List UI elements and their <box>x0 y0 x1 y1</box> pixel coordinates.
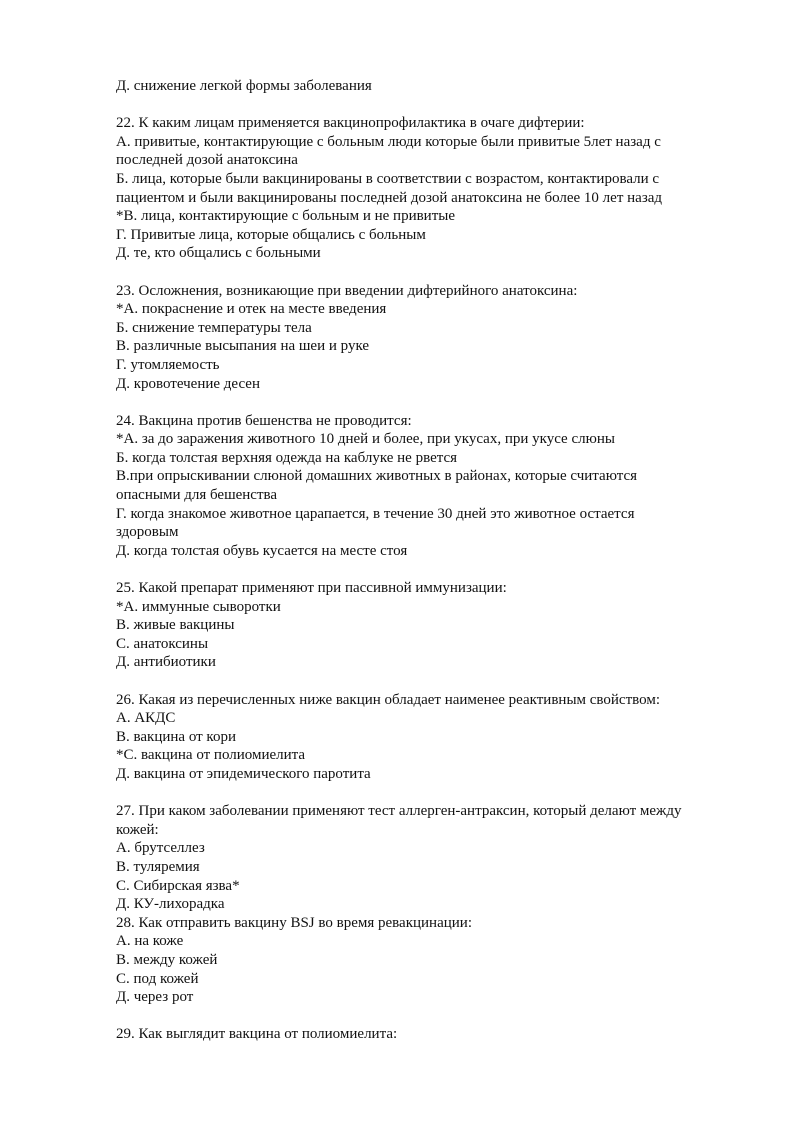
answer-option-correct: *В. лица, контактирующие с больным и не привитые <box>116 208 456 225</box>
question-27-continued: кожей: <box>116 821 159 838</box>
answer-option: B. живые вакцины <box>116 617 235 634</box>
answer-option: B. вакцина от кори <box>116 728 236 745</box>
answer-option: C. под кожей <box>116 970 199 987</box>
answer-option: B. туляремия <box>116 858 200 875</box>
answer-option: Д. антибиотики <box>116 654 216 671</box>
paragraph-gap <box>116 1007 746 1026</box>
answer-option-continued: здоровым <box>116 524 179 541</box>
answer-option-correct: *A. иммунные сыворотки <box>116 598 281 615</box>
answer-option-continued: последней дозой анатоксина <box>116 152 298 169</box>
answer-option: Г. Привитые лица, которые общались с больным <box>116 226 426 243</box>
answer-option: Д. через рот <box>116 989 194 1006</box>
answer-option: Б. когда толстая верхняя одежда на каблуке не рвется <box>116 449 458 466</box>
answer-option-correct: *А. покраснение и отек на месте введения <box>116 301 387 318</box>
question-29: 29. Как выглядит вакцина от полиомиелита: <box>116 1026 398 1043</box>
answer-option: В.при опрыскивании слюной домашних животных в районах, которые считаются <box>116 468 638 485</box>
paragraph-gap <box>116 784 746 803</box>
answer-option-continued: опасными для бешенства <box>116 487 278 504</box>
paragraph-gap <box>116 96 746 115</box>
paragraph-gap <box>116 263 746 282</box>
answer-option: Г. когда знакомое животное царапается, в течение 30 дней это животное остается <box>116 505 635 522</box>
answer-option: Д. те, кто общались с больными <box>116 245 321 262</box>
answer-option: Д. КУ-лихорадка <box>116 896 225 913</box>
question-23: 23. Осложнения, возникающие при введении дифтерийного анатоксина: <box>116 282 578 299</box>
question-24: 24. Вакцина против бешенства не проводится: <box>116 412 412 429</box>
answer-option-continued: пациентом и были вакцинированы последней дозой анатоксина не более 10 лет назад <box>116 189 663 206</box>
answer-option: A. брутселлез <box>116 840 205 857</box>
answer-option: A. на коже <box>116 933 184 950</box>
answer-option: А. привитые, контактирующие с больным люди которые были привитые 5лет назад с <box>116 133 661 150</box>
answer-option: B. между кожей <box>116 951 218 968</box>
question-28: 28. Как отправить вакцину BSJ во время ревакцинации: <box>116 914 472 931</box>
answer-option-correct: *C. вакцина от полиомиелита <box>116 747 306 764</box>
answer-option-correct: *А. за до заражения животного 10 дней и более, при укусах, при укусе слюны <box>116 431 615 448</box>
answer-option-correct: C. Сибирская язва* <box>116 877 240 894</box>
question-27: 27. При каком заболевании применяют тест аллерген-антраксин, который делают между <box>116 803 682 820</box>
answer-option: Д. вакцина от эпидемического паротита <box>116 765 371 782</box>
question-22: 22. К каким лицам применяется вакцинопрофилактика в очаге дифтерии: <box>116 115 585 132</box>
answer-option: C. анатоксины <box>116 635 209 652</box>
document-page <box>116 77 746 1044</box>
question-26: 26. Какая из перечисленных ниже вакцин обладает наименее реактивным свойством: <box>116 691 660 708</box>
answer-option: A. АКДС <box>116 710 176 727</box>
paragraph-gap <box>116 393 746 412</box>
answer-option: Б. снижение температуры тела <box>116 319 312 336</box>
answer-option: Б. лица, которые были вакцинированы в соответствии с возрастом, контактировали с <box>116 170 660 187</box>
paragraph-gap <box>116 560 746 579</box>
question-25: 25. Какой препарат применяют при пассивной иммунизации: <box>116 580 507 597</box>
answer-option: Д. кровотечение десен <box>116 375 260 392</box>
answer-option: Д. когда толстая обувь кусается на месте стоя <box>116 542 408 559</box>
answer-option: Г. утомляемость <box>116 356 220 373</box>
answer-option: В. различные высыпания на шеи и руке <box>116 338 370 355</box>
text-line: Д. снижение легкой формы заболевания <box>116 78 372 94</box>
paragraph-gap <box>116 672 746 691</box>
